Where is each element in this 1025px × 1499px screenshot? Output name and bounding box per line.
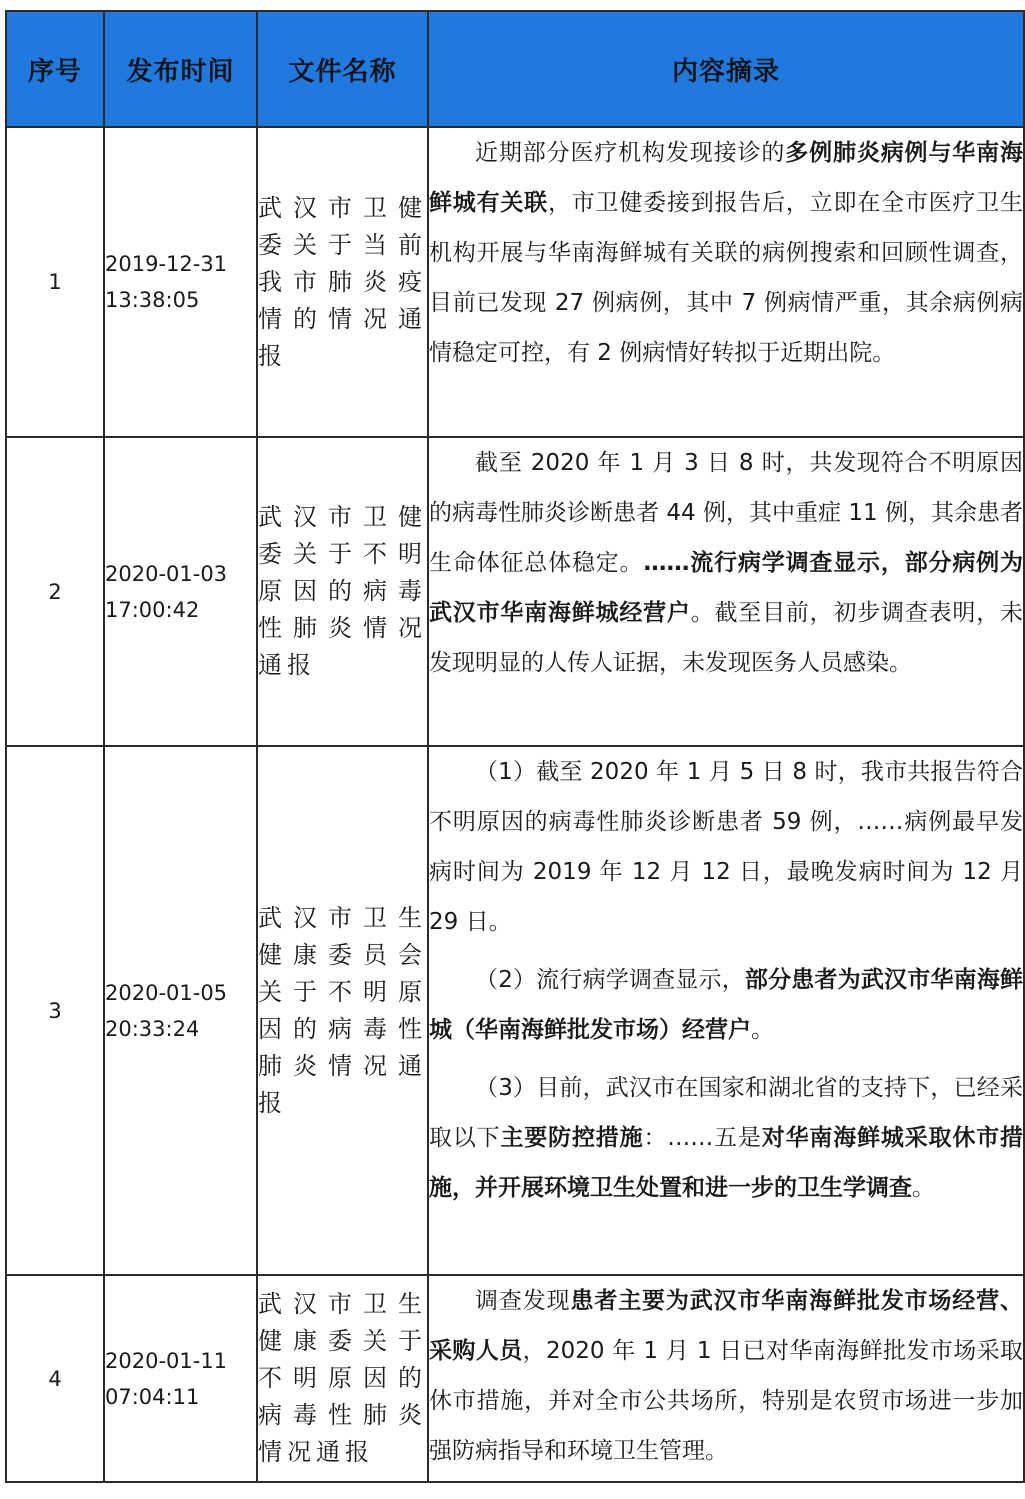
excerpt-text: 近期部分医疗机构发现接诊的 (475, 140, 786, 166)
publish-clock: 13:38:05 (105, 288, 200, 312)
excerpt-text: ：……五是 (643, 1125, 762, 1151)
excerpt-paragraph (429, 1063, 1023, 1213)
excerpt-paragraph (429, 1276, 1023, 1476)
row-document-name: 武汉市卫生健康委员会关于不明原因的病毒性肺炎情况通报 (257, 746, 428, 1275)
table-header-row (6, 11, 1024, 127)
table-row (6, 127, 1024, 437)
row-publish-time (104, 1275, 257, 1482)
header-seq: 序号 (6, 11, 104, 127)
excerpt-emphasis: 对华南海鲜城采取休市措施，并开展环境卫生处置和进一步的卫生学调查 (429, 1125, 1024, 1201)
row-content-excerpt (428, 127, 1024, 437)
publish-date: 2020-01-05 (105, 980, 228, 1005)
publish-date: 2020-01-03 (105, 561, 228, 586)
excerpt-emphasis: 部分患者为武汉市华南海鲜城（华南海鲜批发市场）经营户 (429, 967, 1024, 1043)
excerpt-text: 。截至目前，初步调查表明，未发现明显的人传人证据，未发现医务人员感染。 (429, 600, 1024, 676)
excerpt-text: （2）流行病学调查显示， (475, 967, 745, 993)
row-publish-time (104, 127, 257, 437)
row-publish-time (104, 437, 257, 746)
row-seq: 4 (6, 1275, 104, 1482)
notices-table (5, 10, 1025, 1483)
excerpt-emphasis: 患者主要为武汉市华南海鲜批发市场经营、采购人员 (429, 1288, 1024, 1364)
excerpt-text: （1）截至 2020 年 1 月 5 日 8 时，我市共报告符合不明原因的病毒性肺炎诊断患者 59 例，……病例最早发病时间为 2019 年 12 月 12 日，最晚发病时间为 12 月 29 日。 (429, 759, 1023, 935)
row-content-excerpt (428, 1275, 1024, 1482)
row-document-name: 武汉市卫健委关于当前我市肺炎疫情的情况通报 (257, 127, 428, 437)
table-row (6, 437, 1024, 746)
header-content-excerpt: 内容摘录 (428, 11, 1024, 127)
excerpt-text: 调查发现 (475, 1288, 571, 1314)
publish-clock: 17:00:42 (105, 597, 200, 622)
excerpt-text: 截至 2020 年 1 月 3 日 8 时，共发现符合不明原因的病毒性肺炎诊断患者 44 例，其中重症 11 例，其余患者生命体征总体稳定。 (429, 450, 1023, 576)
row-seq: 3 (6, 746, 104, 1275)
row-document-name: 武汉市卫健委关于不明原因的病毒性肺炎情况通报 (257, 437, 428, 746)
row-seq: 1 (6, 127, 104, 437)
publish-clock: 07:04:11 (105, 1384, 200, 1409)
table-row (6, 746, 1024, 1275)
header-publish-time: 发布时间 (104, 11, 257, 127)
row-content-excerpt (428, 437, 1024, 746)
excerpt-paragraph (429, 128, 1023, 378)
excerpt-emphasis: 主要防控措施 (500, 1125, 644, 1151)
header-document-name: 文件名称 (257, 11, 428, 127)
excerpt-text: （3）目前，武汉市在国家和湖北省的支持下，已经采取以下 (429, 1075, 1023, 1151)
excerpt-emphasis: ……流行病学调查显示，部分病例为武汉市华南海鲜城经营户 (429, 550, 1024, 626)
excerpt-emphasis: 多例肺炎病例与华南海鲜城有关联 (429, 140, 1024, 216)
excerpt-text: ，2020 年 1 月 1 日已对华南海鲜批发市场采取休市措施，并对全市公共场所，特别是农贸市场进一步加强防病指导和环境卫生管理。 (429, 1338, 1023, 1464)
publish-date: 2020-01-11 (105, 1348, 228, 1373)
excerpt-paragraph (429, 438, 1023, 688)
excerpt-text: ，市卫健委接到报告后，立即在全市医疗卫生机构开展与华南海鲜城有关联的病例搜索和回顾性调查，目前已发现 27 例病例，其中 7 例病情严重，其余病例病情稳定可控，有 2 例病情好转拟于近期出院。 (429, 190, 1024, 366)
row-publish-time (104, 746, 257, 1275)
publish-clock: 20:33:24 (105, 1016, 200, 1041)
excerpt-paragraph (429, 747, 1023, 947)
table-row (6, 1275, 1024, 1482)
publish-date: 2019-12-31 (105, 252, 228, 276)
excerpt-paragraph (429, 955, 1023, 1055)
excerpt-text: 。 (751, 1017, 774, 1043)
row-document-name: 武汉市卫生健康委关于不明原因的病毒性肺炎情况通报 (257, 1275, 428, 1482)
row-content-excerpt (428, 746, 1024, 1275)
row-seq: 2 (6, 437, 104, 746)
excerpt-text: 。 (912, 1175, 935, 1201)
